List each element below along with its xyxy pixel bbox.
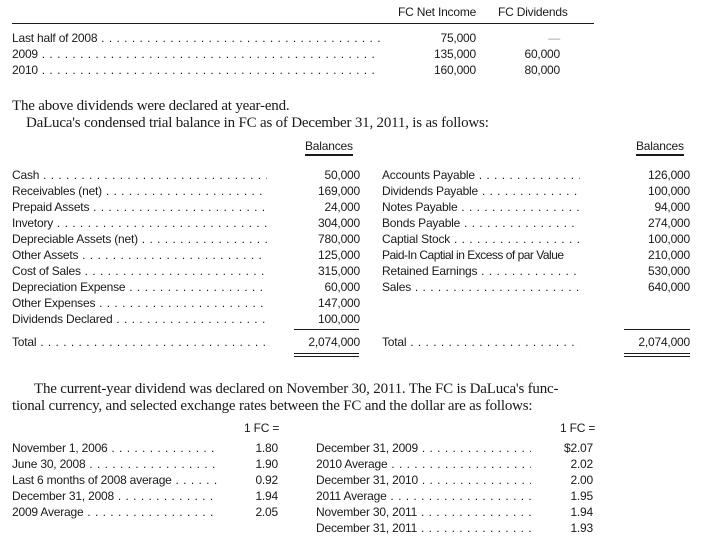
rate-row [12,472,278,488]
account-value: 780,000 [318,232,360,246]
debit-total-row [12,334,360,350]
rate-date: December 31, 2008 . . . [12,488,217,504]
header-rule [12,23,594,24]
paragraph-exchange-intro-line1: The current-year dividend was declared on November 30, 2011. The FC is DaLuca's func- [34,381,559,397]
rate-row [12,456,278,472]
total-label: Total . . . [12,334,267,350]
rate-row [316,440,593,456]
row-label: 2009 . . . [12,46,380,62]
debit-row [12,247,360,263]
account-value: 100,000 [318,312,360,326]
credit-balances-header: Balances [636,139,684,156]
rate-value: 1.90 [255,457,278,471]
credit-row [382,231,690,247]
total-label: Total . . . [382,334,580,350]
debit-balances-header: Balances [305,139,353,156]
credit-row [382,279,690,295]
credit-row [382,199,690,215]
account-value: 147,000 [318,296,360,310]
debit-row [12,215,360,231]
account-label: Notes Payable . . . [382,199,580,215]
dividends-value: 60,000 [524,47,560,61]
rate-date: November 1, 2006 . . . [12,440,217,456]
account-label: Captial Stock . . . [382,231,580,247]
credit-total-row [382,334,690,350]
account-label: Retained Earnings . . . [382,263,580,279]
rate-value: 1.95 [570,489,593,503]
net-income-value: 75,000 [440,31,476,45]
rate-value: 1.94 [570,505,593,519]
right-rate-header: 1 FC = [560,421,596,435]
table-row [12,30,572,46]
rate-date: Last 6 months of 2008 average . . . [12,472,217,488]
credit-row [382,183,690,199]
account-value: 24,000 [324,200,360,214]
rate-value: 1.93 [570,521,593,535]
rate-row [316,504,593,520]
dividends-value: 80,000 [524,63,560,77]
account-label: Bonds Payable . . . [382,215,580,231]
account-value: 530,000 [648,264,690,278]
account-label: Dividends Declared . . . [12,311,267,327]
debit-row [12,199,360,215]
rate-date: December 31, 2011 . . . [316,520,531,536]
credit-row [382,247,690,263]
rate-row [12,488,278,504]
account-value: 640,000 [648,280,690,294]
account-label: Cost of Sales . . . [12,263,267,279]
account-value: 60,000 [324,280,360,294]
rate-date: 2011 Average . . . [316,488,531,504]
rate-row [12,504,278,520]
paragraph-trial-balance-intro: DaLuca's condensed trial balance in FC as of December 31, 2011, is as follows: [26,115,489,131]
rate-date: June 30, 2008 . . . [12,456,217,472]
paragraph-dividends-note: The above dividends were declared at year-end. [12,98,290,114]
table-row [12,46,572,62]
credit-row [382,263,690,279]
total-value: 2,074,000 [638,335,690,349]
net-income-value: 135,000 [434,47,476,61]
rate-date: November 30, 2011 . . . [316,504,531,520]
debit-row [12,295,360,311]
subtotal-rule [294,329,359,330]
debit-row [12,263,360,279]
rate-row [12,440,278,456]
account-label: Cash . . . [12,167,267,183]
credit-row [382,167,690,183]
rate-row [316,456,593,472]
rate-row [316,472,593,488]
account-value: 100,000 [648,232,690,246]
left-rate-header: 1 FC = [244,421,280,435]
credit-row [382,215,690,231]
account-label: Prepaid Assets . . . [12,199,267,215]
rate-value: 2.02 [570,457,593,471]
rate-value: 2.00 [570,473,593,487]
account-value: 304,000 [318,216,360,230]
account-label: Depreciation Expense . . . [12,279,267,295]
account-label: Invetory . . . [12,215,267,231]
double-rule-top [624,353,690,354]
total-value: 2,074,000 [308,335,360,349]
account-value: 315,000 [318,264,360,278]
double-rule-top [294,353,359,354]
account-value: 50,000 [324,168,360,182]
net-income-value: 160,000 [434,63,476,77]
rate-row [316,488,593,504]
debit-row [12,279,360,295]
rate-date: December 31, 2010 . . . [316,472,531,488]
rate-value: 1.80 [255,441,278,455]
account-label: Accounts Payable . . . [382,167,580,183]
rate-value: 0.92 [255,473,278,487]
row-label: 2010 . . . [12,62,380,78]
rate-row [316,520,593,536]
account-value: 126,000 [648,168,690,182]
rate-date: 2010 Average . . . [316,456,531,472]
rate-value: 2.05 [255,505,278,519]
rate-date: December 31, 2009 . . . [316,440,531,456]
account-label: Other Expenses . . . [12,295,267,311]
double-rule-bottom [294,356,359,357]
account-value: 125,000 [318,248,360,262]
rate-value: 1.94 [255,489,278,503]
subtotal-rule [624,329,690,330]
account-value: 169,000 [318,184,360,198]
double-rule-bottom [624,356,690,357]
paragraph-exchange-intro-line2: tional currency, and selected exchange rates between the FC and the dollar are as follows: [12,398,533,414]
col-header-net-income: FC Net Income [398,5,477,19]
debit-row [12,231,360,247]
account-value: 100,000 [648,184,690,198]
col-header-dividends: FC Dividends [498,5,568,19]
dividends-value: — [548,31,560,45]
account-label: Sales . . . [382,279,580,295]
rate-date: 2009 Average . . . [12,504,217,520]
account-value: 274,000 [648,216,690,230]
account-label: Receivables (net) . . . [12,183,267,199]
debit-row [12,167,360,183]
account-label: Other Assets . . . [12,247,267,263]
debit-row [12,311,360,327]
account-value: 210,000 [648,248,690,262]
debit-row [12,183,360,199]
rate-value: $2.07 [563,441,593,455]
account-value: 94,000 [654,200,690,214]
account-label: Paid-In Captial in Excess of par Value [382,248,564,262]
account-label: Dividends Payable . . . [382,183,580,199]
account-label: Depreciable Assets (net) . . . [12,231,267,247]
table-row [12,62,572,78]
row-label: Last half of 2008 . . . [12,30,380,46]
